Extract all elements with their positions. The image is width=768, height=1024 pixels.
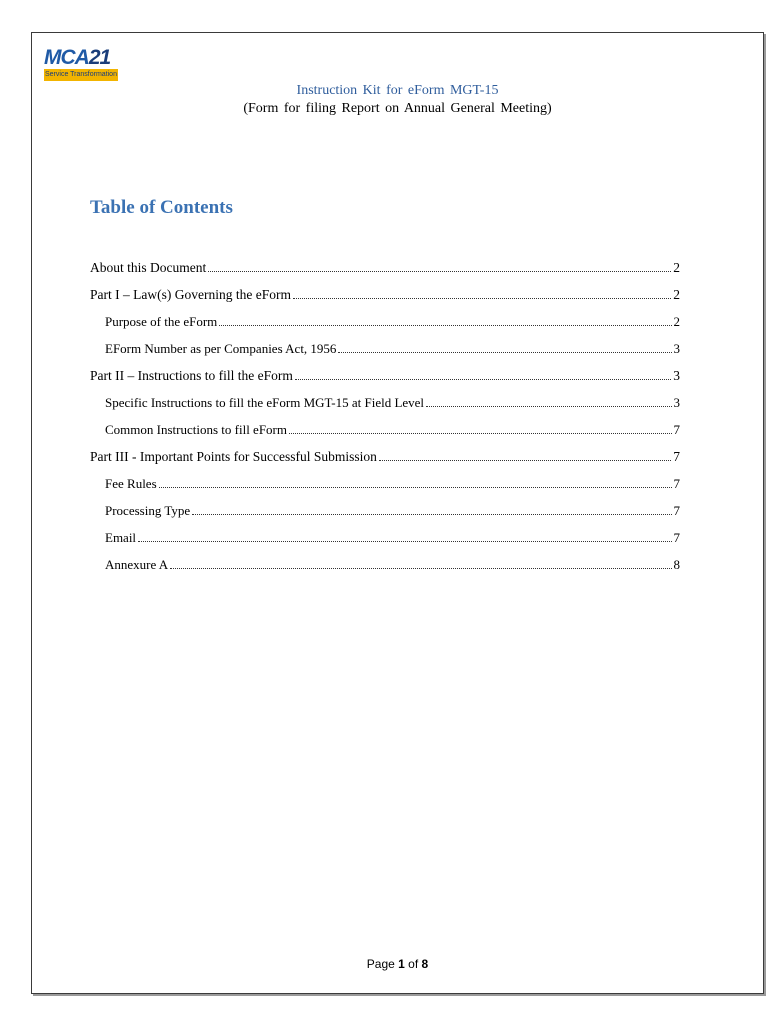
toc-entry-label: Part I – Law(s) Governing the eForm [90, 287, 291, 302]
toc-entry-page: 8 [673, 557, 680, 572]
logo-mca-text: MCA [44, 46, 89, 69]
toc-entry[interactable] [90, 546, 680, 573]
dot-leader [159, 486, 672, 488]
logo-21-text: 21 [88, 46, 111, 69]
toc-entry[interactable] [90, 330, 680, 357]
toc-entry-page: 2 [673, 314, 680, 329]
toc-entry-label: Annexure A [105, 557, 169, 572]
dot-leader [379, 459, 671, 461]
toc-entry-label: Processing Type [105, 503, 191, 518]
toc-entry[interactable] [90, 492, 680, 519]
toc-entry-page: 2 [673, 287, 680, 302]
footer-current-page: 1 [398, 957, 405, 971]
toc-entry-label: EForm Number as per Companies Act, 1956 [105, 341, 337, 356]
toc-entry[interactable] [90, 411, 680, 438]
toc-entry[interactable] [90, 384, 680, 411]
table-of-contents [90, 249, 680, 573]
toc-entry-label: Part III - Important Points for Successful Submission [90, 449, 377, 464]
toc-entry-page: 3 [673, 341, 680, 356]
toc-entry-page: 3 [673, 395, 680, 410]
toc-entry-page: 2 [673, 260, 680, 275]
toc-heading: Table of Contents [90, 197, 233, 218]
toc-entry-page: 7 [673, 449, 680, 464]
toc-entry-label: About this Document [90, 260, 207, 275]
toc-entry-page: 7 [673, 422, 680, 437]
document-title: Instruction Kit for eForm MGT-15 [296, 83, 499, 98]
toc-entry[interactable] [90, 249, 680, 276]
toc-entry[interactable] [90, 357, 680, 384]
toc-entry-label: Part II – Instructions to fill the eForm [90, 368, 293, 383]
dot-leader [293, 297, 671, 299]
toc-entry-label: Fee Rules [105, 476, 157, 491]
document-subtitle: (Form for filing Report on Annual General Meeting) [243, 101, 552, 116]
toc-entry-page: 3 [673, 368, 680, 383]
toc-entry-label: Email [105, 530, 137, 545]
toc-entry[interactable] [90, 276, 680, 303]
logo-wordmark [44, 47, 118, 69]
footer-page-word: Page [366, 957, 395, 971]
toc-entry-label: Purpose of the eForm [105, 314, 218, 329]
toc-entry[interactable] [90, 303, 680, 330]
footer-of-word: of [408, 957, 419, 971]
dot-leader [219, 324, 671, 326]
logo-tagline: Service Transformation [44, 69, 118, 81]
toc-entry[interactable] [90, 465, 680, 492]
toc-entry-label: Specific Instructions to fill the eForm MGT-15 at Field Level [105, 395, 425, 410]
dot-leader [426, 405, 671, 407]
toc-entry[interactable] [90, 438, 680, 465]
footer-total-pages: 8 [421, 957, 429, 971]
dot-leader [170, 567, 671, 569]
page-number-footer [32, 957, 763, 971]
dot-leader [338, 351, 671, 353]
dot-leader [192, 513, 671, 515]
dot-leader [295, 378, 671, 380]
toc-entry-page: 7 [673, 476, 680, 491]
dot-leader [208, 270, 671, 272]
toc-entry-label: Common Instructions to fill eForm [105, 422, 287, 437]
document-page [31, 32, 764, 994]
toc-entry-page: 7 [673, 530, 680, 545]
dot-leader [138, 540, 671, 542]
dot-leader [289, 432, 672, 434]
toc-entry[interactable] [90, 519, 680, 546]
mca21-logo [44, 47, 118, 83]
toc-entry-page: 7 [673, 503, 680, 518]
